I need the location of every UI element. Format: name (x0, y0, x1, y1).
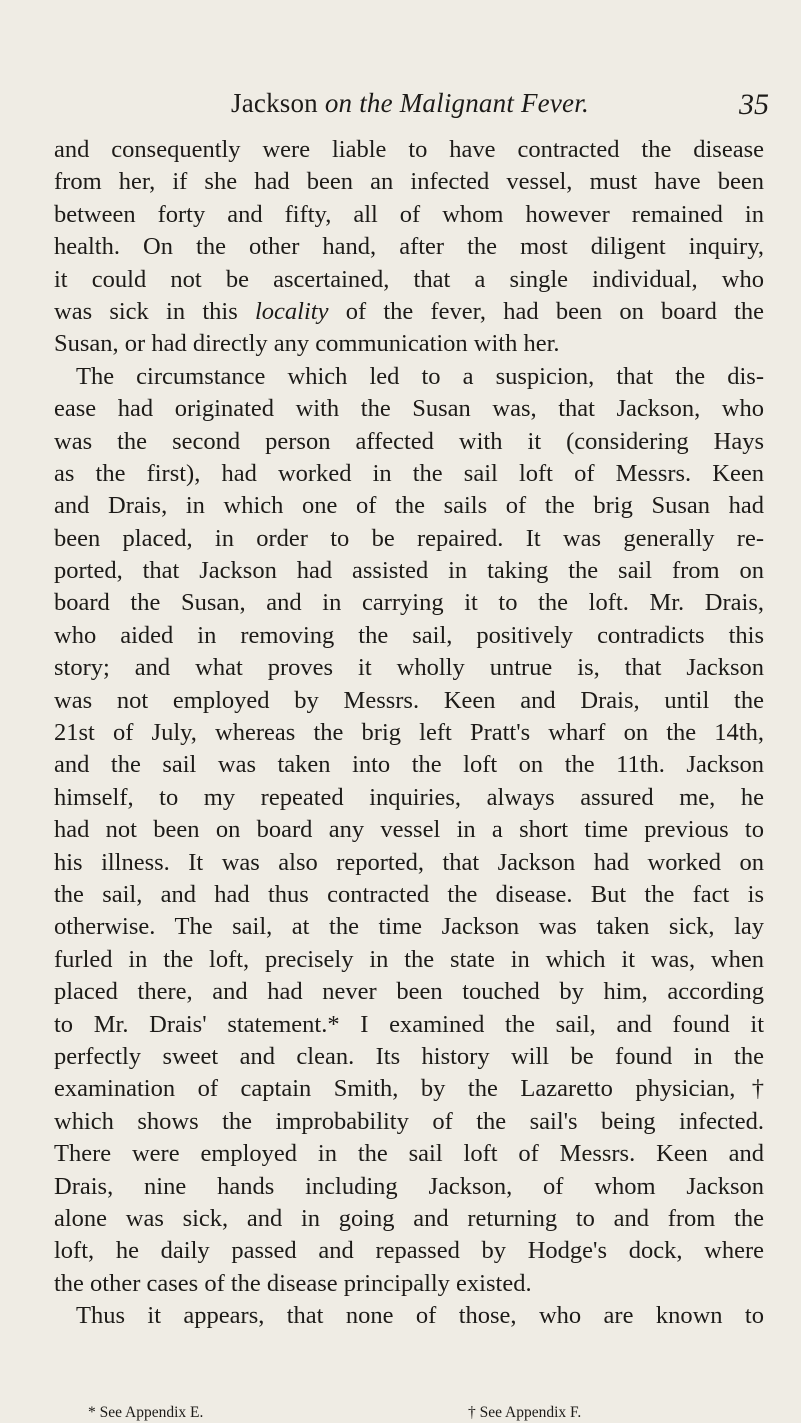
text-line: between forty and fifty, all of whom however remained in (54, 200, 764, 228)
text-line: the sail, and had thus contracted the disease. But the fact is (54, 880, 764, 908)
text-line: Drais, nine hands including Jackson, of whom Jackson (54, 1172, 764, 1200)
footnote-appendix-f: † See Appendix F. (468, 1404, 582, 1421)
italic-word-locality: locality (254, 297, 329, 325)
text-line: ported, that Jackson had assisted in taking the sail from on (54, 557, 764, 585)
text-line: placed there, and had never been touched by him, according (54, 978, 764, 1006)
text-line: loft, he daily passed and repassed by Hodge's dock, where (54, 1237, 764, 1265)
text-line: Susan, or had directly any communication with her. (54, 330, 560, 358)
text-line: perfectly sweet and clean. Its history will be found in the (54, 1042, 764, 1070)
footnote-appendix-e: * See Appendix E. (88, 1404, 204, 1421)
text-line: 21st of July, whereas the brig left Pratt's wharf on the 14th, (54, 719, 764, 747)
page-number: 35 (739, 88, 769, 121)
text-line: was not employed by Messrs. Keen and Drais, until the (54, 686, 764, 714)
text-segment: of the fever, had been on board the (328, 297, 765, 325)
footnotes (0, 1404, 801, 1422)
text-line: There were employed in the sail loft of Messrs. Keen and (54, 1140, 764, 1168)
text-line: it could not be ascertained, that a single individual, who (54, 265, 764, 293)
body-text (54, 134, 764, 1332)
text-segment: was sick in this (54, 297, 255, 325)
text-line: the other cases of the disease principally existed. (54, 1269, 532, 1297)
text-line: from her, if she had been an infected vessel, must have been (54, 168, 764, 196)
text-line: and the sail was taken into the loft on the 11th. Jackson (54, 751, 764, 779)
text-line: to Mr. Drais' statement.* I examined the sail, and found it (54, 1010, 764, 1038)
text-line: and consequently were liable to have contracted the disease (54, 136, 764, 163)
text-line: health. On the other hand, after the most diligent inquiry, (54, 233, 764, 261)
text-line: otherwise. The sail, at the time Jackson was taken sick, lay (54, 913, 764, 941)
text-line: examination of captain Smith, by the Lazaretto physician,† (54, 1075, 764, 1103)
text-line: as the first), had worked in the sail loft of Messrs. Keen (54, 459, 764, 487)
paragraph-start-line: Thus it appears, that none of those, who are known to (76, 1302, 764, 1330)
running-title-subject: Malignant Fever. (399, 88, 589, 118)
text-line (54, 296, 764, 328)
text-line: furled in the loft, precisely in the state in which it was, when (54, 945, 764, 973)
text-line: had not been on board any vessel in a short time previous to (54, 816, 764, 844)
text-line: board the Susan, and in carrying it to the loft. Mr. Drais, (54, 589, 764, 617)
text-line: story; and what proves it wholly untrue is, that Jackson (54, 654, 764, 682)
text-line: been placed, in order to be repaired. It was generally re- (54, 524, 764, 552)
text-line: himself, to my repeated inquiries, always assured me, he (54, 783, 764, 811)
text-line: was the second person affected with it (considering Hays (54, 427, 764, 455)
text-line: which shows the improbability of the sail's being infected. (54, 1107, 764, 1135)
paragraph-start-line: The circumstance which led to a suspicion, that the dis- (76, 362, 764, 390)
text-line: ease had originated with the Susan was, that Jackson, who (54, 395, 764, 423)
text-line: who aided in removing the sail, positively contradicts this (54, 621, 764, 649)
text-line: his illness. It was also reported, that Jackson had worked on (54, 848, 764, 876)
text-line: and Drais, in which one of the sails of the brig Susan had (54, 492, 764, 520)
page-header (0, 88, 801, 124)
running-title-author: Jackson (231, 88, 318, 118)
text-line: alone was sick, and in going and returning to and from the (54, 1204, 764, 1232)
running-title-on: on the (324, 88, 393, 118)
running-title (231, 88, 589, 119)
